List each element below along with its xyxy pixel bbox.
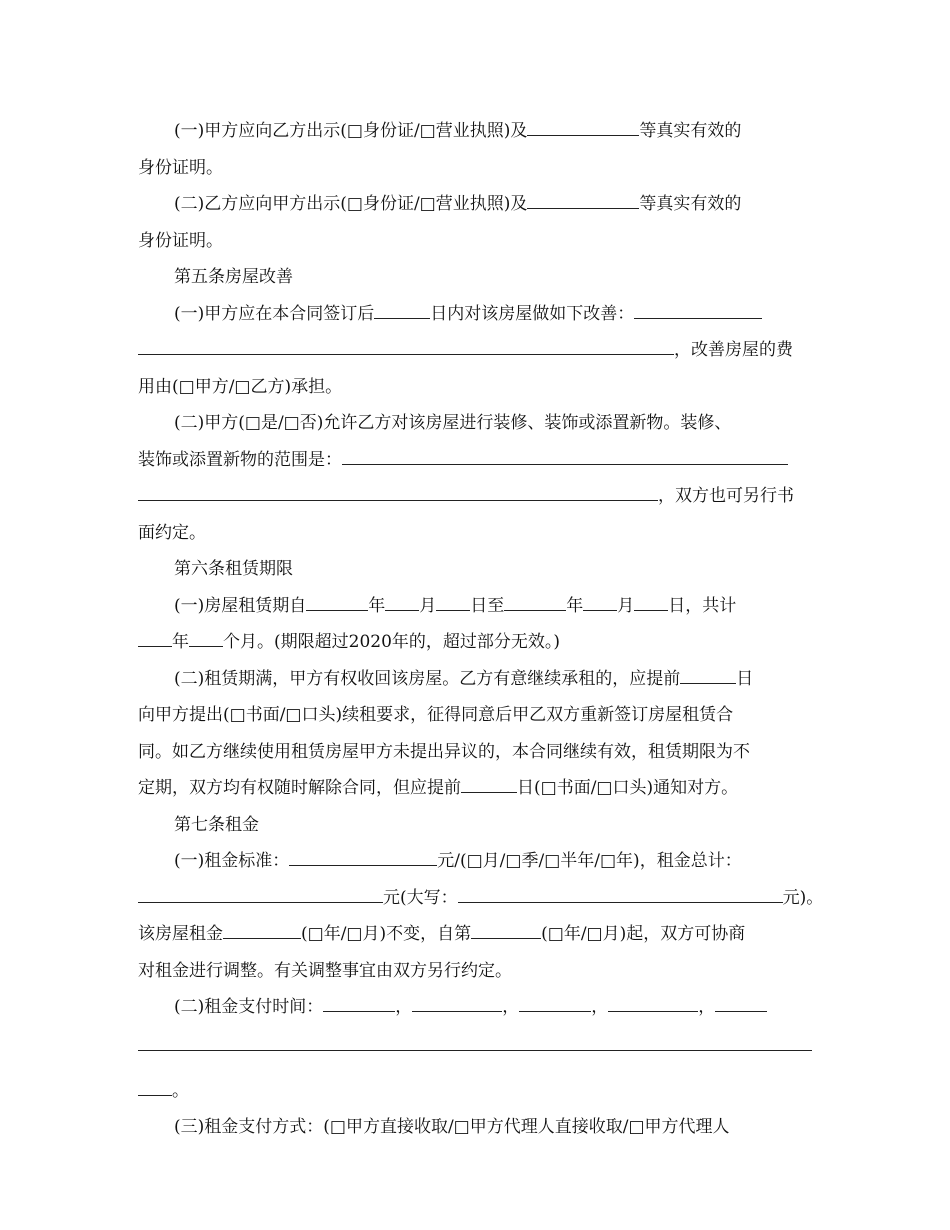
text: 月 xyxy=(419,595,437,616)
para-line-4 xyxy=(138,227,812,264)
text: 元/(□月/□季/□半年/□年)，租金总计： xyxy=(437,851,742,871)
text: (二)甲方(□是/□否)允许乙方对该房屋进行装修、装饰或添置新物。装修、 xyxy=(174,413,732,433)
blank-field[interactable] xyxy=(634,301,762,319)
text: 装饰或添置新物的范围是： xyxy=(138,449,342,470)
text: 该房屋租金 xyxy=(138,924,223,944)
blank-field[interactable] xyxy=(527,191,639,209)
blank-field[interactable] xyxy=(608,994,698,1012)
text: ，改善房屋的费 xyxy=(674,340,793,360)
blank-field[interactable] xyxy=(223,921,301,939)
para-line-20 xyxy=(138,920,812,957)
text: 用由(□甲方/□乙方)承担。 xyxy=(138,376,343,397)
blank-field[interactable] xyxy=(138,483,658,501)
para-line-14 xyxy=(138,665,812,702)
para-line-25 xyxy=(138,1113,812,1150)
para-line-17 xyxy=(138,774,812,811)
text: 年 xyxy=(172,632,189,652)
blank-field[interactable] xyxy=(138,337,674,355)
text: 日至 xyxy=(470,595,505,616)
blank-field[interactable] xyxy=(680,666,736,684)
blank-field[interactable] xyxy=(412,994,502,1012)
para-line-19 xyxy=(138,884,824,921)
text: (二)租金支付时间： xyxy=(174,997,324,1017)
text: 向甲方提出(□书面/□口头)续租要求，征得同意后甲乙双方重新签订房屋租赁合 xyxy=(138,705,734,725)
para-line-10 xyxy=(138,482,812,519)
text: 等真实有效的 xyxy=(639,194,742,214)
text: 年 xyxy=(368,595,386,616)
text: 日内对该房屋做如下改善： xyxy=(430,303,635,324)
para-line-24 xyxy=(138,1077,812,1114)
para-line-7 xyxy=(138,373,812,410)
para-line-12 xyxy=(138,592,812,629)
blank-field[interactable] xyxy=(138,885,383,903)
para-line-22 xyxy=(138,993,812,1030)
blank-field[interactable] xyxy=(323,994,395,1012)
text: 个月。(期限超过2020年的，超过部分无效。) xyxy=(223,632,561,652)
para-line-9 xyxy=(138,446,812,483)
blank-field[interactable] xyxy=(436,593,470,611)
blank-field[interactable] xyxy=(458,885,783,903)
section-title-5 xyxy=(138,263,812,300)
para-line-1 xyxy=(138,117,812,154)
text-id-shown-to-b: (一)甲方应向乙方出示(□身份证/□营业执照)及 xyxy=(174,121,528,141)
blank-field[interactable] xyxy=(461,775,517,793)
para-line-5 xyxy=(138,300,812,337)
text: ， xyxy=(502,997,520,1017)
contract-page xyxy=(138,117,824,1150)
text: 身份证明。 xyxy=(138,230,223,251)
text: 年 xyxy=(566,595,584,616)
blank-field[interactable] xyxy=(519,994,591,1012)
para-line-2 xyxy=(138,154,812,191)
text: (三)租金支付方式：(□甲方直接收取/□甲方代理人直接收取/□甲方代理人 xyxy=(174,1117,730,1137)
text: (一)租金标准： xyxy=(174,851,290,871)
text: (二)租赁期满，甲方有权收回该房屋。乙方有意继续承租的，应提前 xyxy=(174,668,681,689)
blank-field[interactable] xyxy=(385,593,419,611)
text: 面约定。 xyxy=(138,522,206,543)
text: 日(□书面/□口头)通知对方。 xyxy=(517,778,739,798)
para-line-6 xyxy=(138,336,812,373)
blank-field[interactable] xyxy=(138,629,172,647)
text: ， xyxy=(395,997,413,1017)
text: (一)房屋租赁期自 xyxy=(174,595,307,616)
text: 元)。 xyxy=(782,887,824,908)
text: 日 xyxy=(736,668,754,689)
text: (二)乙方应向甲方出示(□身份证/□营业执照)及 xyxy=(174,194,528,214)
heading: 第六条租赁期限 xyxy=(174,559,293,579)
text: 等真实有效的 xyxy=(639,121,742,141)
text: (□年/□月)起，双方可协商 xyxy=(541,924,746,944)
blank-field[interactable] xyxy=(374,301,430,319)
section-title-6 xyxy=(138,555,812,592)
blank-field[interactable] xyxy=(306,593,368,611)
blank-field-full[interactable] xyxy=(138,1050,812,1051)
blank-field[interactable] xyxy=(715,994,767,1012)
text: (一)甲方应在本合同签订后 xyxy=(174,303,375,324)
heading: 第五条房屋改善 xyxy=(174,267,293,287)
section-title-7 xyxy=(138,811,812,848)
text: 身份证明。 xyxy=(138,157,223,178)
para-line-3 xyxy=(138,190,812,227)
blank-field[interactable] xyxy=(189,629,223,647)
para-line-13 xyxy=(138,628,812,665)
blank-field[interactable] xyxy=(289,848,437,866)
text: ， xyxy=(698,997,716,1017)
para-line-8 xyxy=(138,409,812,446)
text: 月 xyxy=(617,595,635,616)
text: ， xyxy=(591,997,609,1017)
para-line-18 xyxy=(138,847,812,884)
para-line-16 xyxy=(138,738,812,775)
blank-field[interactable] xyxy=(504,593,566,611)
text: 定期，双方均有权随时解除合同，但应提前 xyxy=(138,778,461,798)
text: 日，共计 xyxy=(668,595,737,616)
text: 元(大写： xyxy=(383,887,458,908)
blank-field[interactable] xyxy=(583,593,617,611)
text: 同。如乙方继续使用租赁房屋甲方未提出异议的，本合同继续有效，租赁期限为不 xyxy=(138,741,750,762)
text: 。 xyxy=(172,1080,189,1101)
text: ，双方也可另行书 xyxy=(658,486,794,506)
para-line-21 xyxy=(138,957,812,994)
blank-field[interactable] xyxy=(471,921,541,939)
blank-field[interactable] xyxy=(138,1078,172,1096)
blank-field[interactable] xyxy=(342,447,788,465)
blank-field[interactable] xyxy=(634,593,668,611)
text: (□年/□月)不变，自第 xyxy=(301,924,472,944)
para-line-15 xyxy=(138,701,812,738)
text: 对租金进行调整。有关调整事宜由双方另行约定。 xyxy=(138,960,512,981)
blank-field[interactable] xyxy=(527,118,639,136)
para-line-23 xyxy=(138,1030,812,1077)
para-line-11 xyxy=(138,519,812,556)
heading: 第七条租金 xyxy=(174,814,259,835)
